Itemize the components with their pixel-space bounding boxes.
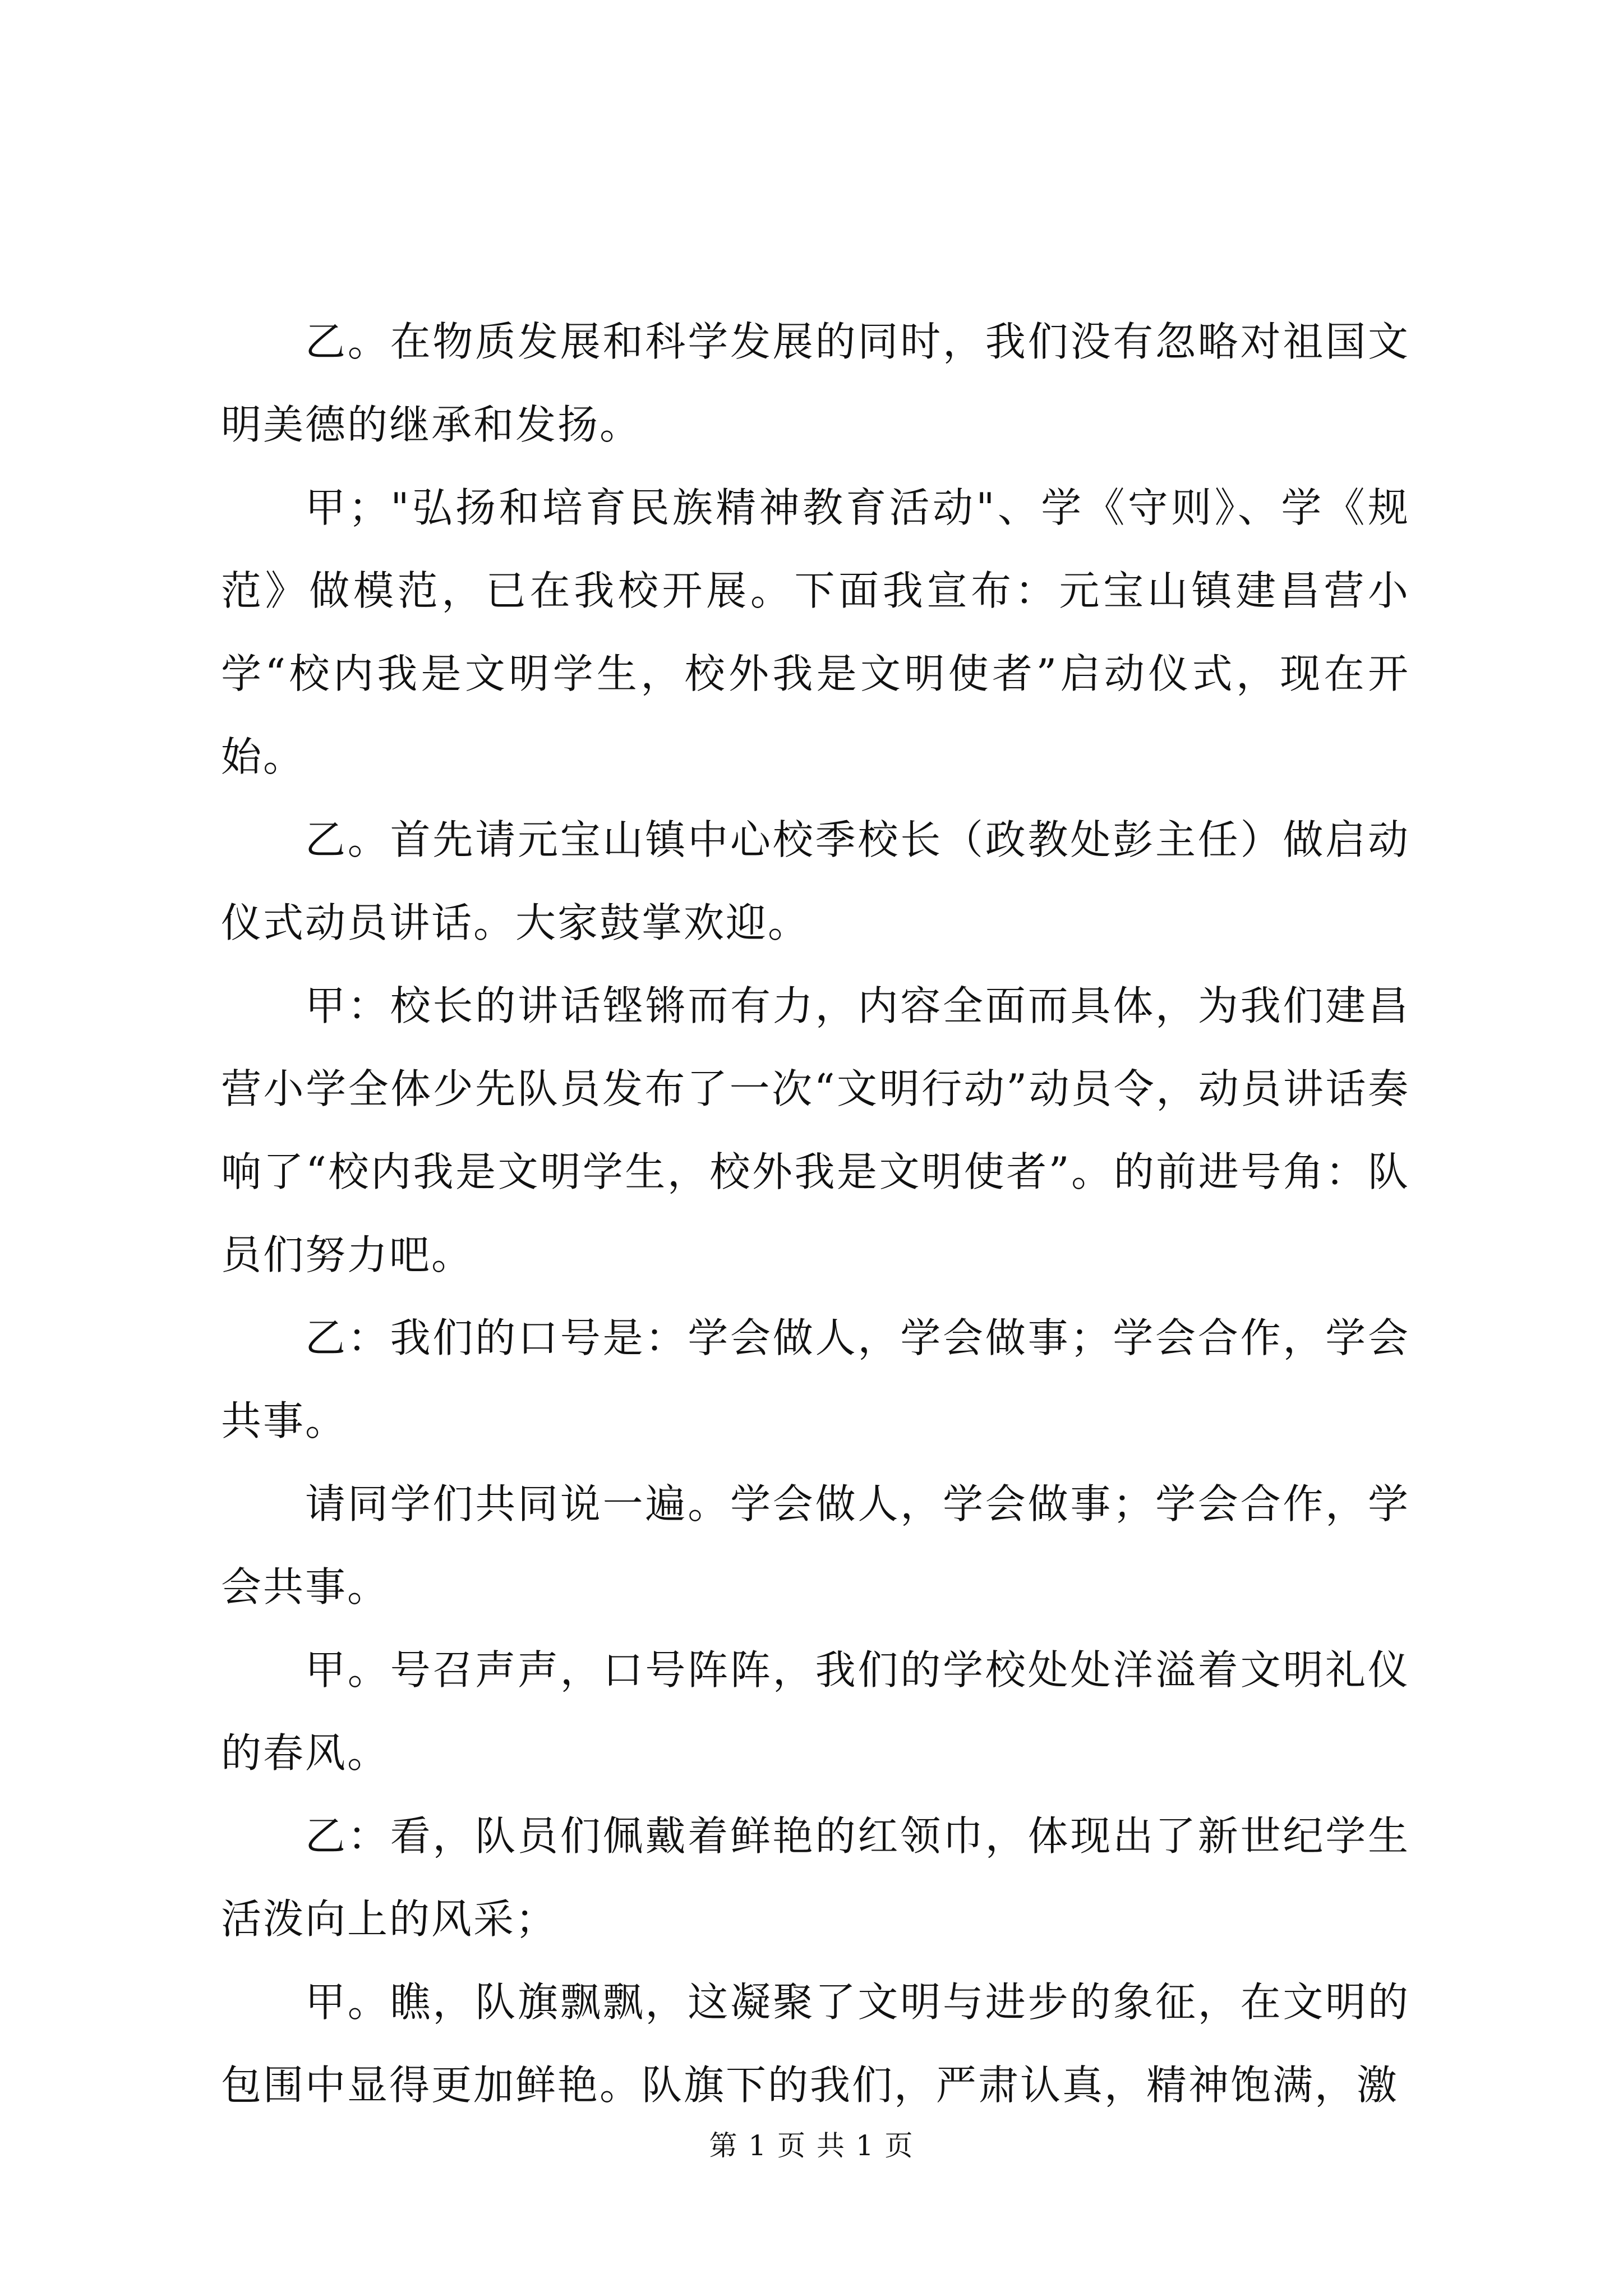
paragraph-4: 甲：校长的讲话铿锵而有力，内容全面而具体，为我们建昌营小学全体少先队员发布了一次“文明行动”动员令，动员讲话奏响了“校内我是文明学生，校外我是文明使者”。的前进号角：队员们努力吧。 xyxy=(221,982,1410,1278)
document-body xyxy=(221,300,1410,2127)
paragraph-6: 请同学们共同说一遍。学会做人，学会做事；学会合作，学会共事。 xyxy=(221,1480,1410,1611)
paragraph-3: 乙。首先请元宝山镇中心校季校长（政教处彭主任）做启动仪式动员讲话。大家鼓掌欢迎。 xyxy=(221,816,1410,946)
paragraph-2: 甲；"弘扬和培育民族精神教育活动"、学《守则》、学《规范》做模范，已在我校开展。下面我宣布：元宝山镇建昌营小学“校内我是文明学生，校外我是文明使者”启动仪式，现在开始。 xyxy=(221,484,1410,780)
paragraph-9: 甲。瞧，队旗飘飘，这凝聚了文明与进步的象征，在文明的包围中显得更加鲜艳。队旗下的我们，严肃认真，精神饱满，激 xyxy=(221,1978,1410,2109)
paragraph-8: 乙：看，队员们佩戴着鲜艳的红领巾，体现出了新世纪学生活泼向上的风采； xyxy=(221,1812,1410,1943)
paragraph-7: 甲。号召声声，口号阵阵，我们的学校处处洋溢着文明礼仪的春风。 xyxy=(221,1646,1410,1777)
paragraph-1: 乙。在物质发展和科学发展的同时，我们没有忽略对祖国文明美德的继承和发扬。 xyxy=(221,318,1410,448)
page-footer: 第 1 页 共 1 页 xyxy=(709,2129,914,2162)
paragraph-5: 乙：我们的口号是：学会做人，学会做事；学会合作，学会共事。 xyxy=(221,1314,1410,1444)
